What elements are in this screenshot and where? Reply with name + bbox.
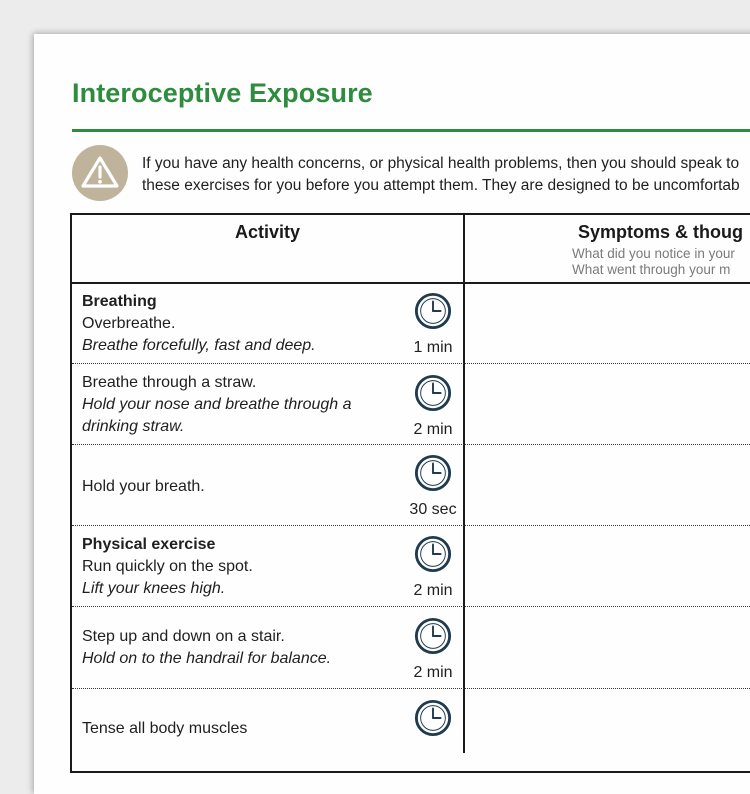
warning-icon <box>72 145 128 201</box>
activity-cell <box>82 626 331 670</box>
section-heading: Physical exercise <box>82 536 216 553</box>
health-warning-text <box>142 153 740 197</box>
clock-icon <box>414 535 452 573</box>
activity-cell <box>82 372 352 438</box>
symptoms-column-header: Symptoms & thoug <box>578 222 743 242</box>
duration-label: 1 min <box>413 339 453 356</box>
header-divider <box>70 282 750 284</box>
activity-text: Run quickly on the spot. <box>82 558 253 575</box>
row-divider <box>72 688 750 689</box>
activity-cell <box>82 291 316 357</box>
row-divider <box>72 444 750 445</box>
symptoms-subheader-1: What did you notice in your <box>572 246 735 261</box>
activity-cell <box>82 476 205 498</box>
warning-line-1: If you have any health concerns, or physical health problems, then you should speak to <box>142 155 740 172</box>
duration-label: 2 min <box>413 582 453 599</box>
activity-note: Lift your knees high. <box>82 580 226 597</box>
activity-cell <box>82 718 247 740</box>
section-heading: Breathing <box>82 293 157 310</box>
clock-icon <box>414 292 452 330</box>
activity-note: Hold on to the handrail for balance. <box>82 650 332 667</box>
row-divider <box>72 606 750 607</box>
row-divider <box>72 525 750 526</box>
activity-note: Hold your nose and breathe through a <box>82 396 352 413</box>
row-divider <box>72 363 750 364</box>
symptoms-subheader-2: What went through your m <box>572 262 731 277</box>
clock-icon <box>414 454 452 492</box>
duration-label: 2 min <box>413 664 453 681</box>
activity-text: Breathe through a straw. <box>82 374 257 391</box>
clock-icon <box>414 617 452 655</box>
activity-text: Hold your breath. <box>82 478 205 495</box>
page-title: Interoceptive Exposure <box>72 78 373 108</box>
activity-column-header: Activity <box>234 222 301 242</box>
warning-line-2: these exercises for you before you attempt them. They are designed to be uncomfortab <box>142 177 740 194</box>
activity-text: Tense all body muscles <box>82 720 248 737</box>
clock-icon <box>414 699 452 737</box>
clock-icon <box>414 374 452 412</box>
warning-badge <box>72 145 128 201</box>
activity-note: Breathe forcefully, fast and deep. <box>82 337 316 354</box>
activity-text: Overbreathe. <box>82 315 176 332</box>
activity-cell <box>82 534 253 600</box>
activity-note-continued: drinking straw. <box>82 418 185 435</box>
activity-text: Step up and down on a stair. <box>82 628 285 645</box>
duration-label: 30 sec <box>409 501 457 518</box>
duration-label: 2 min <box>413 421 453 438</box>
title-divider <box>72 129 750 132</box>
